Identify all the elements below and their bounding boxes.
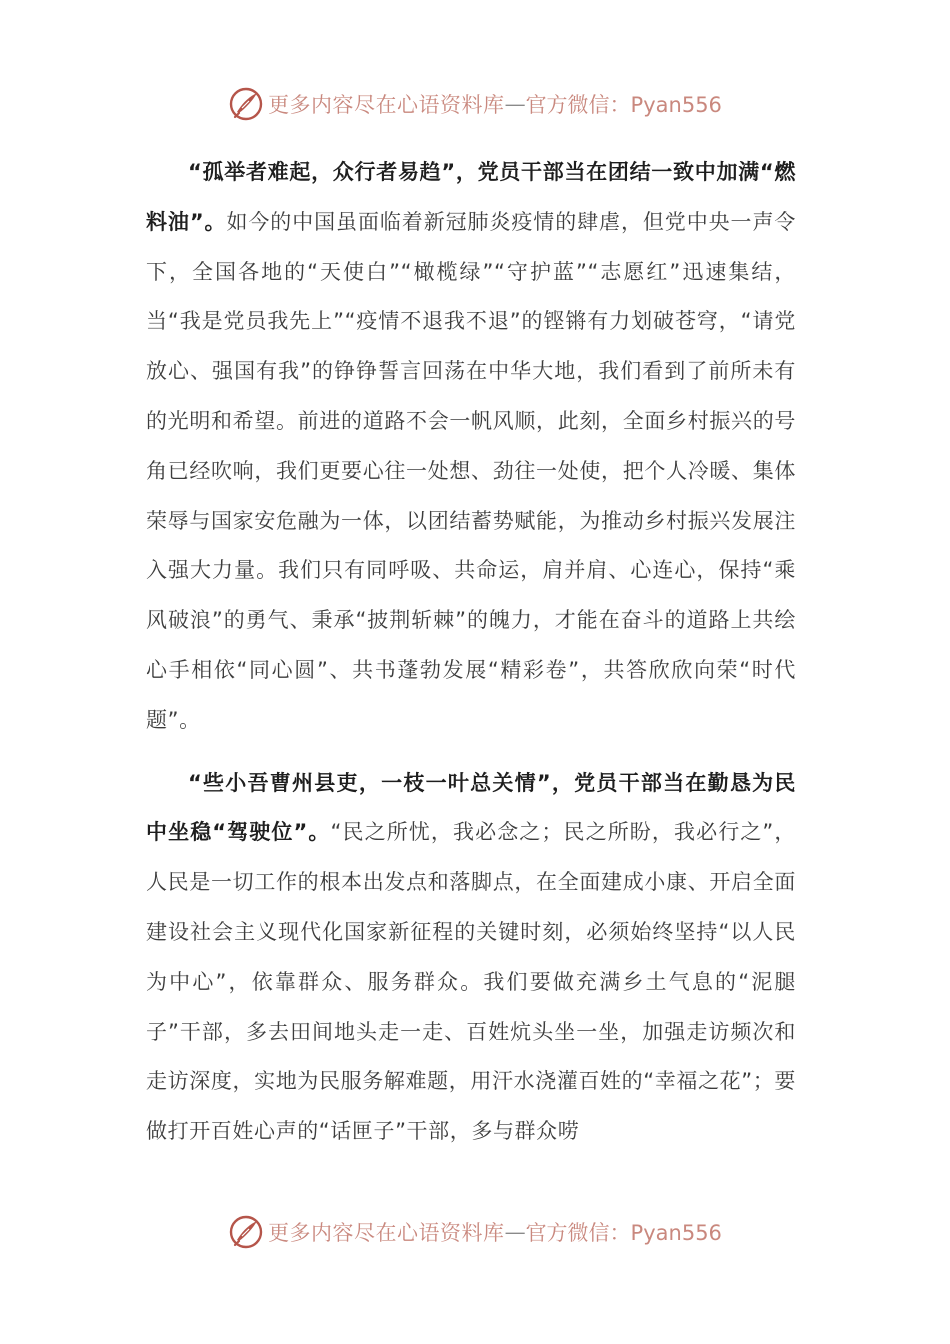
banner-separator: — (504, 92, 526, 116)
quill-logo-icon (228, 86, 264, 122)
banner-separator: — (504, 1220, 526, 1244)
quill-logo-icon (228, 1214, 264, 1250)
paragraph-2-body: “民之所忧，我必念之；民之所盼，我必行之”，人民是一切工作的根本出发点和落脚点，在全面建成小康、开启全面建设社会主义现代化国家新征程的关键时刻，必须始终坚持“以人民为中心”，依靠群众、服务群众。我们要做充满乡土气息的“泥腿子”干部，多去田间地头走一走、百姓炕头坐一坐，加强走访频次和走访深度，实地为民服务解难题，用汗水浇灌百姓的“幸福之花”；要做打开百姓心声的“话匣子”干部，多与群众唠 (146, 820, 796, 1144)
banner-wechat-text: 官方微信：Pyan556 (525, 1221, 722, 1245)
header-banner (0, 84, 950, 124)
paragraph-1 (146, 148, 796, 746)
paragraph-2 (146, 759, 796, 1157)
paragraph-2-lead: “些小吾曹州县吏，一枝一叶总关情”，党员干部当在勤恳为民中坐稳“驾驶位”。 (146, 770, 796, 845)
banner-wechat-text: 官方微信：Pyan556 (525, 93, 722, 117)
paragraph-1-body: 如今的中国虽面临着新冠肺炎疫情的肆虐，但党中央一声令下，全国各地的“天使白”“橄榄绿”“守护蓝”“志愿红”迅速集结，当“我是党员我先上”“疫情不退我不退”的铿锵有力划破苍穹，“请党放心、强国有我”的铮铮誓言回荡在中华大地，我们看到了前所未有的光明和希望。前进的道路不会一帆风顺，此刻，全面乡村振兴的号角已经吹响，我们更要心往一处想、劲往一处使，把个人冷暖、集体荣辱与国家安危融为一体，以团结蓄势赋能，为推动乡村振兴发展注入强大力量。我们只有同呼吸、共命运，肩并肩、心连心，保持“乘风破浪”的勇气、秉承“披荆斩棘”的魄力，才能在奋斗的道路上共绘心手相依“同心圆”、共书蓬勃发展“精彩卷”，共答欣欣向荣“时代题”。 (146, 209, 796, 732)
banner-site-text: 更多内容尽在心语资料库 (268, 1221, 505, 1245)
footer-banner (0, 1212, 950, 1252)
paragraph-1-lead: “孤举者难起，众行者易趋”，党员干部当在团结一致中加满“燃料油”。 (146, 160, 796, 234)
banner-site-text: 更多内容尽在心语资料库 (268, 93, 505, 117)
document-body (146, 148, 796, 1157)
